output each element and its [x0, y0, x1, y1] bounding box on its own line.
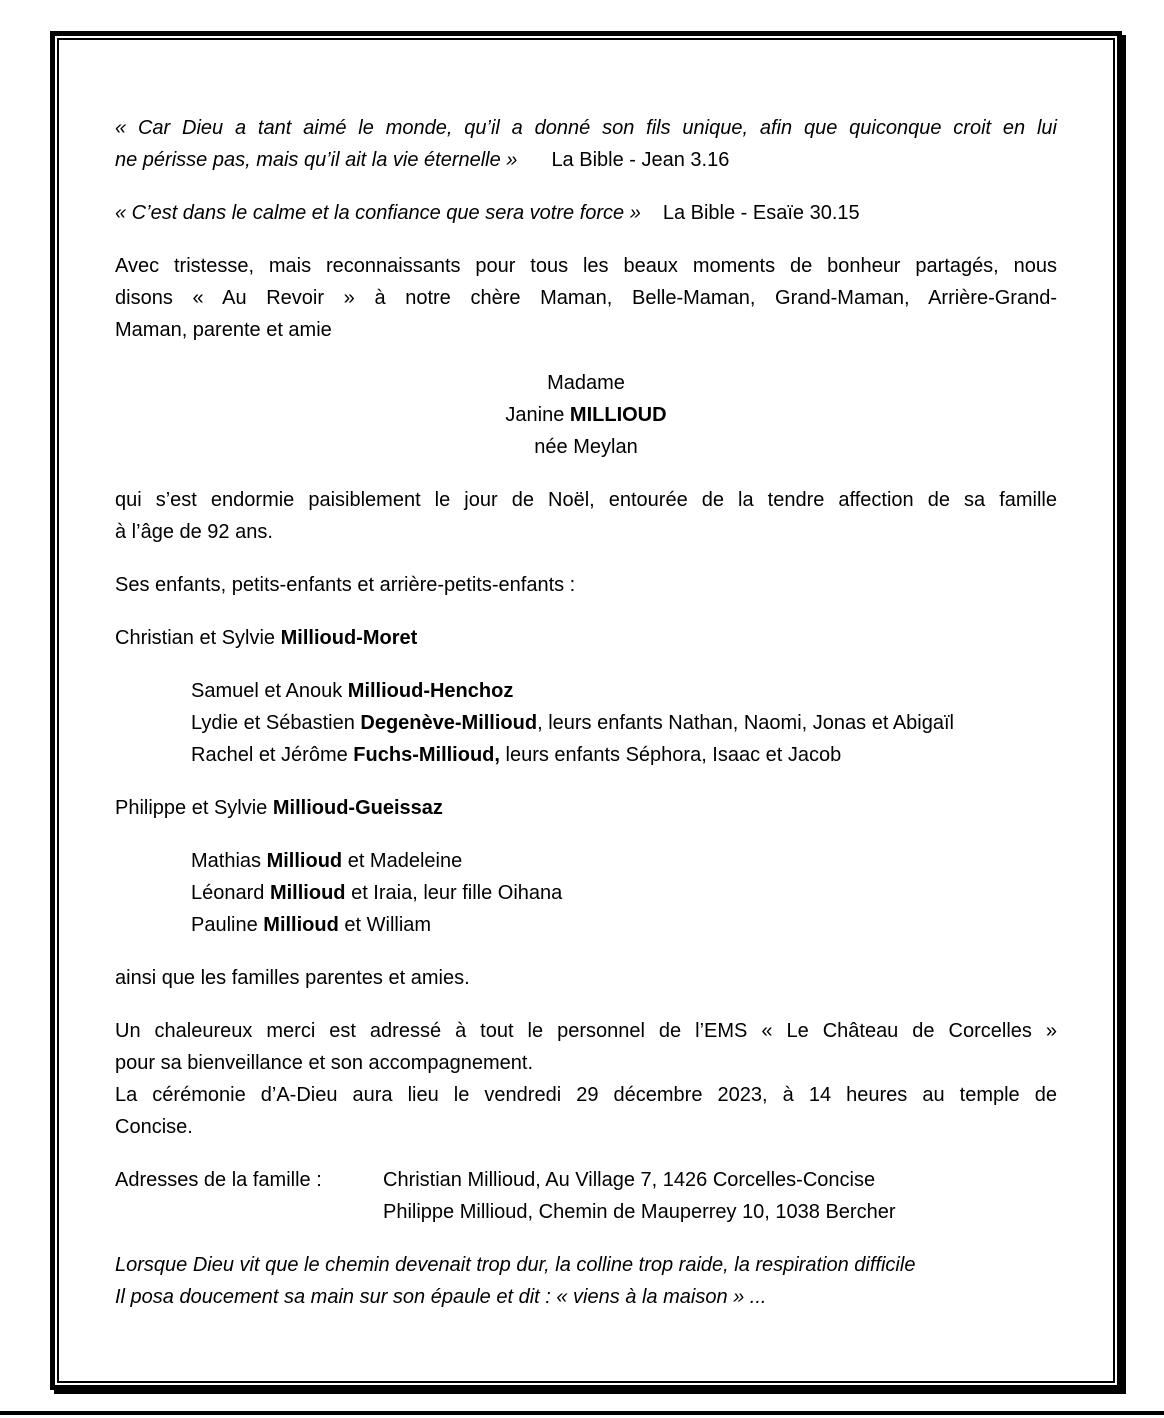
family-line-name: Millioud-Gueissaz [272, 797, 443, 819]
closing-families [115, 962, 1057, 994]
family-line-text: Philippe et Sylvie [115, 797, 273, 819]
opening-quote [115, 112, 1057, 176]
addresses-label: Adresses de la famille : [115, 1169, 322, 1191]
passing-line-1: qui s’est endormie paisiblement le jour de Noël, entourée de la tendre affection de sa famille [115, 489, 1057, 511]
family-line-suffix: et Madeleine [342, 850, 463, 872]
family-line [191, 739, 1057, 771]
family-line-name: Degenève-Millioud [360, 712, 538, 734]
thanks-and-ceremony [115, 1015, 1057, 1143]
second-quote-source: La Bible - Esaïe 30.15 [662, 202, 860, 224]
deceased-name [115, 399, 1057, 431]
closing-quote-line-1: Lorsque Dieu vit que le chemin devenait trop dur, la colline trop raide, la respiration difficile [115, 1254, 916, 1276]
closing-quote-line-2: Il posa doucement sa main sur son épaule et dit : « viens à la maison » ... [115, 1286, 767, 1308]
family-head-2 [115, 792, 1057, 824]
family-heading [115, 569, 1057, 601]
ceremony-line-2: Concise. [115, 1116, 193, 1138]
obituary-document [57, 38, 1115, 1383]
passing-line-2: à l’âge de 92 ans. [115, 521, 273, 543]
intro-paragraph [115, 250, 1057, 346]
second-quote [115, 197, 1057, 229]
addresses-block [115, 1164, 1057, 1228]
family-line-suffix: , leurs enfants Nathan, Naomi, Jonas et Abigaïl [537, 712, 954, 734]
family-line-text: Pauline [191, 914, 264, 936]
family-line [191, 877, 1057, 909]
second-quote-text: « C’est dans le calme et la confiance que sera votre force » [115, 202, 641, 224]
family-head-1 [115, 622, 1057, 654]
family-line [115, 622, 1057, 654]
family-line [191, 845, 1057, 877]
intro-line-1: Avec tristesse, mais reconnaissants pour tous les beaux moments de bonheur partagés, nous [115, 255, 1057, 277]
addresses-list [383, 1164, 896, 1228]
intro-line-2: disons « Au Revoir » à notre chère Maman, Belle-Maman, Grand-Maman, Arrière-Grand- [115, 287, 1057, 309]
family-line-suffix: et Iraia, leur fille Oihana [345, 882, 563, 904]
family-line-text: Mathias [191, 850, 267, 872]
page-break-line [0, 1411, 1164, 1415]
thanks-line-2: pour sa bienveillance et son accompagnement. [115, 1052, 534, 1074]
family-line [191, 707, 1057, 739]
grandchildren-group-1 [115, 675, 1057, 771]
closing-families-text: ainsi que les familles parentes et amies. [115, 967, 470, 989]
deceased-last-name: MILLIOUD [569, 404, 667, 426]
grandchildren-group-2 [115, 845, 1057, 941]
opening-quote-source: La Bible - Jean 3.16 [551, 149, 730, 171]
ceremony-line-1: La cérémonie d’A-Dieu aura lieu le vendredi 29 décembre 2023, à 14 heures au temple de [115, 1084, 1057, 1106]
family-line-name: Millioud-Henchoz [347, 680, 514, 702]
address-line: Christian Millioud, Au Village 7, 1426 Corcelles-Concise [383, 1169, 876, 1191]
family-line-suffix: leurs enfants Séphora, Isaac et Jacob [499, 744, 842, 766]
opening-quote-line-1: « Car Dieu a tant aimé le monde, qu’il a donné son fils unique, afin que quiconque croit en lui [115, 117, 1057, 139]
family-line-name: Millioud [269, 882, 346, 904]
family-line-name: Millioud [266, 850, 343, 872]
family-line [191, 675, 1057, 707]
passing-paragraph [115, 484, 1057, 548]
family-line [115, 792, 1057, 824]
address-line: Philippe Millioud, Chemin de Mauperrey 10, 1038 Bercher [383, 1201, 896, 1223]
family-line-name: Millioud-Moret [280, 627, 418, 649]
opening-quote-line-2 [115, 144, 1057, 176]
family-heading-text: Ses enfants, petits-enfants et arrière-petits-enfants : [115, 574, 576, 596]
intro-line-3: Maman, parente et amie [115, 319, 332, 341]
thanks-line-1: Un chaleureux merci est adressé à tout le personnel de l’EMS « Le Château de Corcelles » [115, 1020, 1057, 1042]
family-line-name: Fuchs-Millioud, [353, 744, 500, 766]
page-frame [50, 31, 1122, 1390]
deceased-title: Madame [547, 372, 625, 394]
family-line-name: Millioud [263, 914, 339, 936]
deceased-block [115, 367, 1057, 463]
family-line [191, 909, 1057, 941]
opening-quote-text: ne périsse pas, mais qu’il ait la vie éternelle » [115, 149, 518, 171]
family-line-text: Samuel et Anouk [191, 680, 348, 702]
family-line-text: Léonard [191, 882, 270, 904]
family-line-text: Lydie et Sébastien [191, 712, 361, 734]
family-line-text: Christian et Sylvie [115, 627, 281, 649]
deceased-maiden-name: née Meylan [534, 436, 638, 458]
second-quote-line [115, 197, 1057, 229]
closing-quote [115, 1249, 1057, 1313]
deceased-first-name: Janine [505, 404, 570, 426]
family-line-text: Rachel et Jérôme [191, 744, 354, 766]
family-line-suffix: et William [338, 914, 432, 936]
